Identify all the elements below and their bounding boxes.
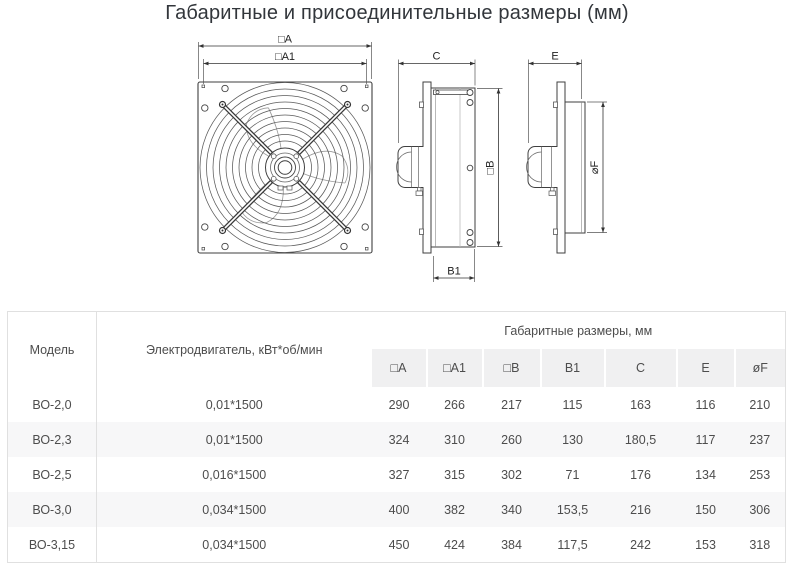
dim-cell: 253 (735, 457, 786, 492)
motor-rear (527, 147, 558, 196)
dim-cell: 153 (677, 527, 735, 563)
motor-cell: 0,01*1500 (97, 422, 372, 457)
dim-cell: 302 (483, 457, 541, 492)
dim-label-a1: □A1 (274, 51, 296, 63)
dim-cell: 134 (677, 457, 735, 492)
dim-cell: 217 (483, 387, 541, 422)
col-header-dim-c: C (605, 349, 677, 387)
front-view (198, 34, 372, 254)
header-row-top (8, 312, 786, 350)
table-row (8, 422, 786, 457)
table-row (8, 527, 786, 563)
motor-cell: 0,034*1500 (97, 492, 372, 527)
dim-label-a: □A (278, 33, 292, 46)
motor-cell: 0,034*1500 (97, 527, 372, 563)
dim-cell: 382 (427, 492, 483, 527)
dim-cell: 327 (372, 457, 427, 492)
motor-side (397, 147, 424, 196)
dim-cell: 384 (483, 527, 541, 563)
dim-cell: 130 (541, 422, 605, 457)
model-cell: ВО-2,3 (8, 422, 97, 457)
col-header-dimensions-group: Габаритные размеры, мм (372, 312, 786, 350)
motor-cell: 0,016*1500 (97, 457, 372, 492)
col-header-dim-e: E (677, 349, 735, 387)
dim-cell: 115 (541, 387, 605, 422)
dim-cell: 450 (372, 527, 427, 563)
fan-dimensional-drawing (180, 30, 640, 300)
dim-cell: 306 (735, 492, 786, 527)
dim-cell: 260 (483, 422, 541, 457)
model-cell: ВО-2,0 (8, 387, 97, 422)
dim-cell: 176 (605, 457, 677, 492)
model-cell: ВО-3,0 (8, 492, 97, 527)
page-title: Габаритные и присоединительные размеры (мм) (165, 2, 629, 24)
dim-label-b1: B1 (447, 265, 461, 278)
dim-cell: 216 (605, 492, 677, 527)
dim-cell: 242 (605, 527, 677, 563)
dim-cell: 163 (605, 387, 677, 422)
model-cell: ВО-3,15 (8, 527, 97, 563)
dim-cell: 180,5 (605, 422, 677, 457)
dim-cell: 116 (677, 387, 735, 422)
dim-cell: 153,5 (541, 492, 605, 527)
dim-label-f: ⌀F (589, 160, 601, 175)
dim-cell: 210 (735, 387, 786, 422)
dim-label-e: E (551, 50, 559, 63)
dim-cell: 117,5 (541, 527, 605, 563)
col-header-dim-f: øF (735, 349, 786, 387)
table-row (8, 457, 786, 492)
extension-lines (199, 42, 372, 84)
table-row (8, 492, 786, 527)
dim-cell: 266 (427, 387, 483, 422)
col-header-dim-b1: B1 (541, 349, 605, 387)
rear-view (527, 51, 608, 254)
dim-cell: 324 (372, 422, 427, 457)
dim-cell: 315 (427, 457, 483, 492)
dim-label-c: C (432, 50, 441, 63)
col-header-dim-a1: □A1 (427, 349, 483, 387)
dim-cell: 150 (677, 492, 735, 527)
dim-cell: 318 (735, 527, 786, 563)
col-header-dim-b: □B (483, 349, 541, 387)
model-cell: ВО-2,5 (8, 457, 97, 492)
side-view (397, 51, 503, 283)
dim-cell: 237 (735, 422, 786, 457)
dim-cell: 340 (483, 492, 541, 527)
dim-cell: 71 (541, 457, 605, 492)
dimensions-table (7, 311, 786, 563)
dim-cell: 290 (372, 387, 427, 422)
col-header-model: Модель (8, 312, 97, 388)
dim-cell: 400 (372, 492, 427, 527)
col-header-dim-a: □A (372, 349, 427, 387)
dim-label-b: □B (484, 160, 497, 175)
dim-cell: 310 (427, 422, 483, 457)
table-row (8, 387, 786, 422)
motor-cell: 0,01*1500 (97, 387, 372, 422)
dim-cell: 117 (677, 422, 735, 457)
col-header-motor: Электродвигатель, кВт*об/мин (97, 312, 372, 388)
dim-cell: 424 (427, 527, 483, 563)
